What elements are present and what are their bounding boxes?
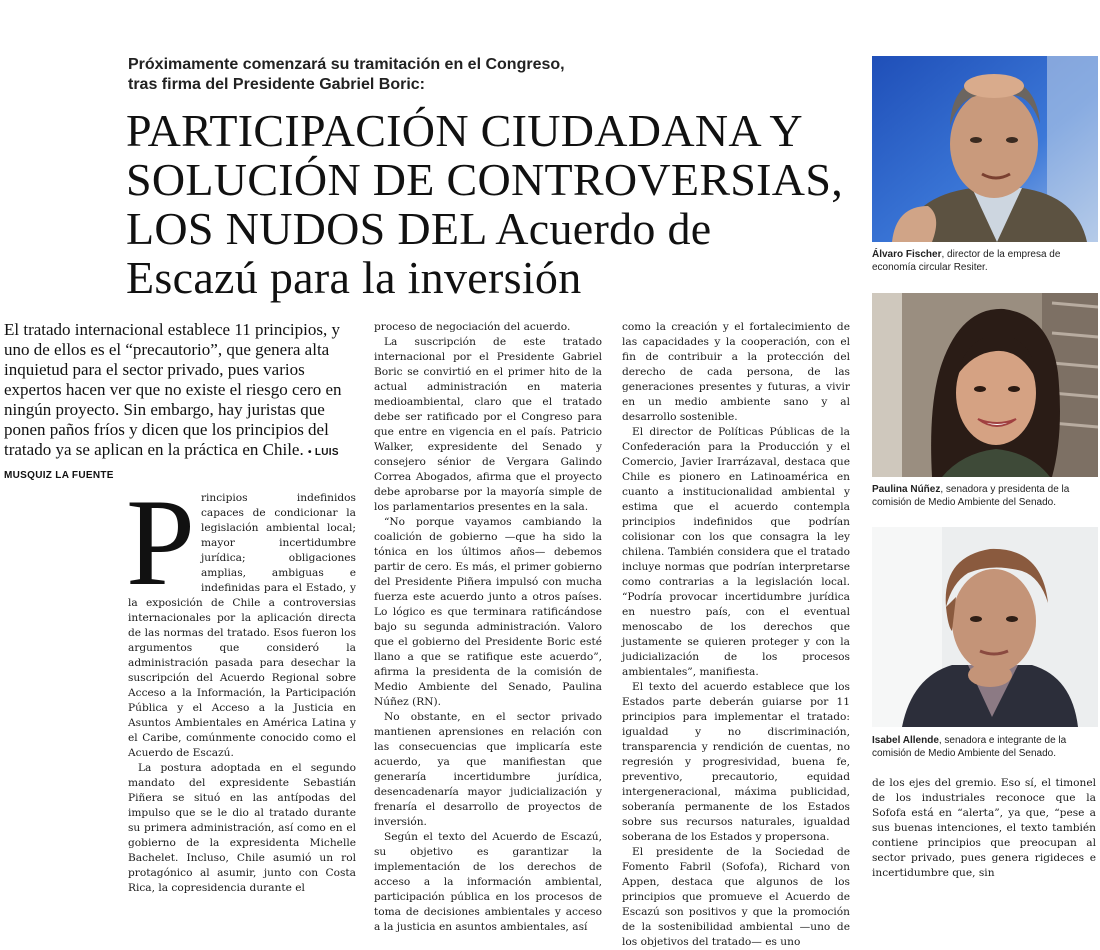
portrait-woman-image <box>872 527 1098 727</box>
photo-isabel-allende <box>872 527 1098 727</box>
body-paragraph: El director de Políticas Públicas de la Confederación para la Producción y el Comercio, Javier Irarrázaval, destaca que Chile es pionero en Latinoamérica en cuanto a institucionalidad ambiental y estima que el acuerdo contempla principios indefinidos que podrían colisionar con los que consagra la ley chilena. También considera que el tratado incluye normas que podrían interpretarse como contrarias a la legislación local. “Podría provocar incertidumbre jurídica en nuestro país, con el eventual menoscabo de los derechos que justamente se quieren proteger y con la judicialización de los procesos ambientales”, manifiesta. <box>622 426 850 678</box>
headline-line-3: LOS NUDOS DEL Acuerdo de <box>126 203 712 254</box>
kicker-line-2: tras firma del Presidente Gabriel Boric: <box>128 76 425 93</box>
body-paragraph: “No porque vayamos cambiando la coalición de gobierno —que ha sido la tónica en los últimos años— debemos partir de cero. Es más, el primer gobierno del Presidente Piñera impulsó con mucha fuerza este acuerdo junto a otros países. Lo lógico es que terminara ratificándose bajo su segunda administración. Valoro que el gobierno del Presidente Boric esté llano a que se ratifique este acuerdo”, afirma la presidenta de la comisión de Medio Ambiente del Senado, Paulina Núñez (RN). <box>374 516 602 708</box>
headline-line-1: PARTICIPACIÓN CIUDADANA Y <box>126 105 803 156</box>
photo-paulina-nunez <box>872 293 1098 477</box>
caption-text: , senadora y presidenta de la comisión de Medio Ambiente del Senado. <box>872 484 1070 508</box>
drop-cap: P <box>126 474 195 611</box>
caption-name: Isabel Allende <box>872 735 939 746</box>
body-column-3 <box>622 320 850 950</box>
headline-line-2: SOLUCIÓN DE CONTROVERSIAS, <box>126 154 844 205</box>
lead-paragraph <box>4 320 356 486</box>
kicker <box>128 55 728 95</box>
caption-text: , director de la empresa de economía circular Resiter. <box>872 249 1061 273</box>
body-column-4 <box>872 776 1096 881</box>
photo-alvaro-fischer <box>872 56 1098 242</box>
caption-text: , senadora e integrante de la comisión de Medio Ambiente del Senado. <box>872 735 1067 759</box>
portrait-woman-image <box>872 293 1098 477</box>
byline: • LUIS MUSQUIZ LA FUENTE <box>4 447 339 481</box>
headline-line-4: Escazú para la inversión <box>126 252 582 303</box>
body-paragraph: Según el texto del Acuerdo de Escazú, su objetivo es garantizar la implementación de los derechos de acceso a la información ambiental, participación pública en los procesos de toma de decisiones ambientales y acceso a la justicia en asuntos ambientales, así <box>374 831 602 933</box>
caption-3 <box>872 734 1098 760</box>
caption-1 <box>872 248 1098 274</box>
headline <box>126 106 866 302</box>
lead-text: El tratado internacional establece 11 principios, y uno de ellos es el “precautorio”, que genera alta inquietud para el sector privado, pues varios expertos hacen ver que no existe el riesgo cero en ningún proyecto. Sin embargo, hay juristas que ponen paños fríos y dicen que los principios del tratado ya se aplican en la práctica en Chile. <box>4 320 342 459</box>
caption-2 <box>872 483 1098 509</box>
body-paragraph: de los ejes del gremio. Eso sí, el timonel de los industriales reconoce que la Sofofa está en “alerta”, ya que, “pese a sus buenas intenciones, el texto también contiene principios que preocupan al sector privado, pues genera rigideces e incertidumbre que, sin <box>872 777 1096 879</box>
portrait-man-image <box>872 56 1098 242</box>
body-column-2 <box>374 320 602 935</box>
caption-name: Paulina Núñez <box>872 484 941 495</box>
body-paragraph: La suscripción de este tratado internacional por el Presidente Gabriel Boric se convirtió en el primer hito de la actual administración en materia medioambiental, claro que el tratado debe ser ratificado por el Congreso para que entre en vigencia en el país. Patricio Walker, expresidente del Senado y consejero sénior de Vergara Galindo Correa Abogados, afirma que el proyecto debe aprobarse por la mayoría simple de los parlamentarios presentes en la sala. <box>374 336 602 513</box>
body-paragraph: El presidente de la Sociedad de Fomento Fabril (Sofofa), Richard von Appen, destaca que algunos de los principios que promueve el Acuerdo de Escazú son positivos y que la promoción de la sostenibilidad ambiental —uno de los objetivos del tratado— es uno <box>622 846 850 948</box>
body-paragraph: proceso de negociación del acuerdo. <box>374 321 571 333</box>
body-paragraph: No obstante, en el sector privado mantienen aprensiones en relación con las consecuencias que implicaría este acuerdo, ya que manifiestan que generaría incertidumbre jurídica, desencadenaría mayor judicialización y frenaría el desarrollo de proyectos de inversión. <box>374 711 602 828</box>
body-paragraph: El texto del acuerdo establece que los Estados parte deberán guiarse por 11 principios para implementar el tratado: igualdad y no discriminación, transparencia y rendición de cuentas, no regresión y progresividad, buena fe, preventivo, precautorio, equidad intergeneracional, máxima publicidad, soberanía permanente de los Estados sobre sus recursos naturales, igualdad soberana de los Estados y propersona. <box>622 681 850 843</box>
body-paragraph: como la creación y el fortalecimiento de las capacidades y la cooperación, con el fin de contribuir a la protección del derecho de cada persona, de las generaciones presentes y futuras, a vivir en un medio ambiente sano y al desarrollo sostenible. <box>622 321 850 423</box>
kicker-line-1: Próximamente comenzará su tramitación en el Congreso, <box>128 56 565 73</box>
body-column-1 <box>126 474 356 896</box>
opening-text: rincipios indefinidos capaces de condicionar la legislación ambiental local; mayor incertidumbre jurídica; obligaciones amplias, ambiguas e indefinidas para el Estado, y la exposición de Chile a controversias internacionales por la aplicación directa de las normas del tratado. Esos fueron los argumentos que consideró la administración pasada para desechar la suscripción del Acuerdo Regional sobre Acceso a la Información, la Participación Pública y el Acceso a la Justicia en Asuntos Ambientales en América Latina y el Caribe, comúnmente conocido como el Acuerdo de Escazú. <box>128 492 356 759</box>
caption-name: Álvaro Fischer <box>872 249 942 260</box>
body-paragraph <box>126 474 356 761</box>
body-paragraph: La postura adoptada en el segundo mandato del expresidente Sebastián Piñera se situó en las antípodas del impulso que se le dio al tratado durante su primera administración, así como en el gobierno de la expresidenta Michelle Bachelet. Incluso, Chile asumió un rol protagónico al asumir, junto con Costa Rica, la copresidencia durante el <box>128 762 356 894</box>
